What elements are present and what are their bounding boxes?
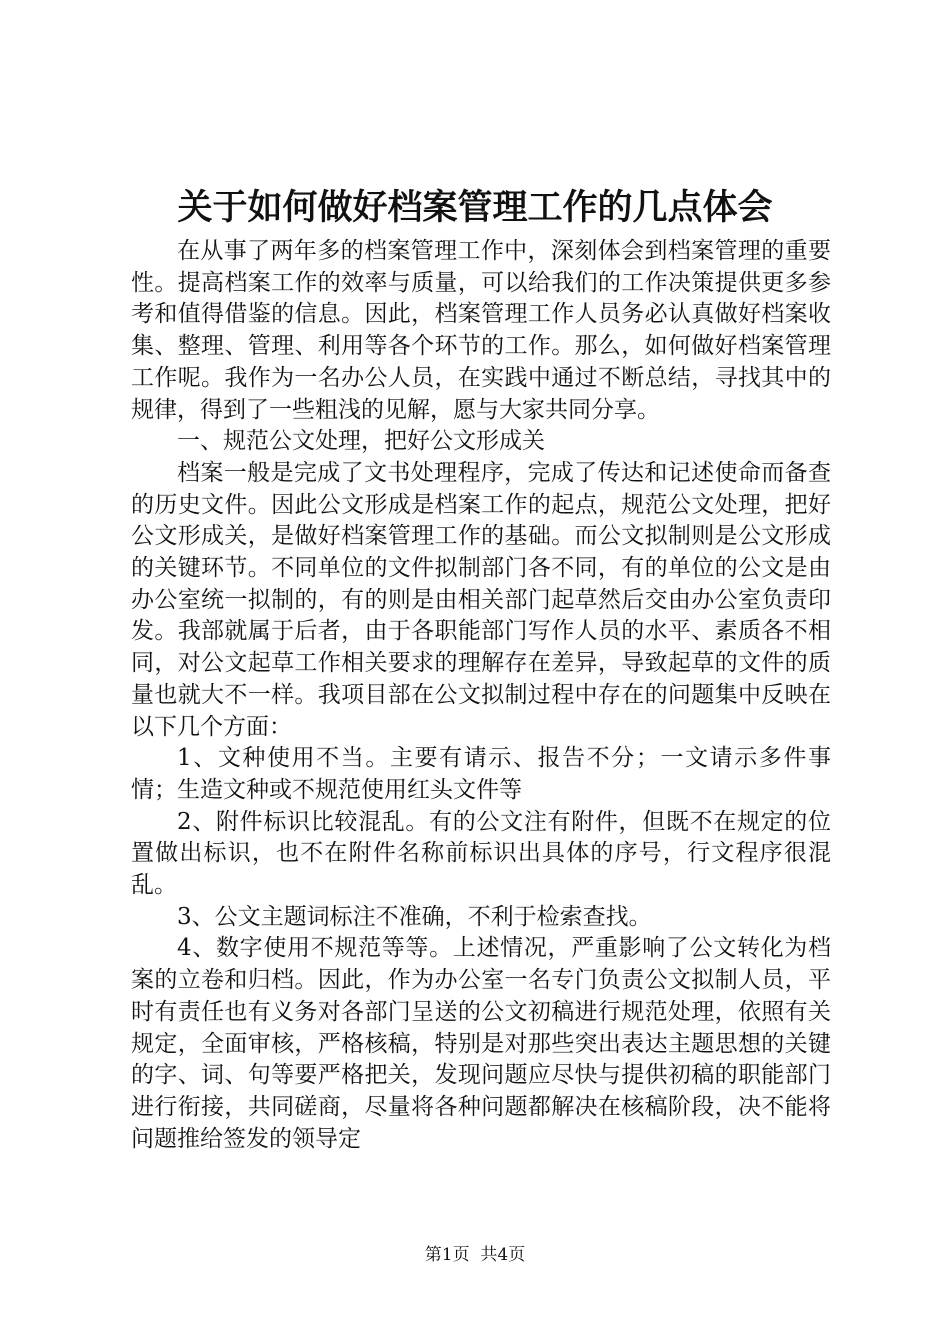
- list-item-2: 2、附件标识比较混乱。有的公文注有附件，但既不在规定的位置做出标识，也不在附件名称前标识出具体的序号，行文程序很混乱。: [131, 808, 831, 899]
- list-item-1: 1、文种使用不当。主要有请示、报告不分；一文请示多件事情；生造文种或不规范使用红头文件等: [131, 745, 831, 803]
- paragraph-intro: 在从事了两年多的档案管理工作中，深刻体会到档案管理的重要性。提高档案工作的效率与质量，可以给我们的工作决策提供更多参考和值得借鉴的信息。因此，档案管理工作人员务必认真做好档案收集、整理、管理、利用等各个环节的工作。那么，如何做好档案管理工作呢。我作为一名办公人员，在实践中通过不断总结，寻找其中的规律，得到了一些粗浅的见解，愿与大家共同分享。: [131, 238, 831, 423]
- document-title: 关于如何做好档案管理工作的几点体会: [177, 187, 773, 228]
- section-heading-1: 一、规范公文处理，把好公文形成关: [177, 428, 545, 455]
- list-item-3: 3、公文主题词标注不准确，不利于检索查找。: [177, 903, 652, 930]
- page-footer: [0, 1243, 950, 1267]
- paragraph-section-1: 档案一般是完成了文书处理程序，完成了传达和记述使命而备查的历史文件。因此公文形成是档案工作的起点，规范公文处理，把好公文形成关，是做好档案管理工作的基础。而公文拟制则是公文形成的关键环节。不同单位的文件拟制部门各不同，有的单位的公文是由办公室统一拟制的，有的则是由相关部门起草然后交由办公室负责印发。我部就属于后者，由于各职能部门写作人员的水平、素质各不相同，对公文起草工作相关要求的理解存在差异，导致起草的文件的质量也就大不一样。我项目部在公文拟制过程中存在的问题集中反映在以下几个方面：: [131, 459, 831, 740]
- list-item-4: 4、数字使用不规范等等。上述情况，严重影响了公文转化为档案的立卷和归档。因此，作为办公室一名专门负责公文拟制人员，平时有责任也有义务对各部门呈送的公文初稿进行规范处理，依照有关规定，全面审核，严格核稿，特别是对那些突出表达主题思想的关键的字、词、句等要严格把关，发现问题应尽快与提供初稿的职能部门进行衔接，共同磋商，尽量将各种问题都解决在核稿阶段，决不能将问题推给签发的领导定: [131, 935, 831, 1152]
- document-body: [131, 236, 831, 1155]
- page-number: 第1页: [424, 1245, 470, 1265]
- page-total: 共4页: [480, 1245, 526, 1265]
